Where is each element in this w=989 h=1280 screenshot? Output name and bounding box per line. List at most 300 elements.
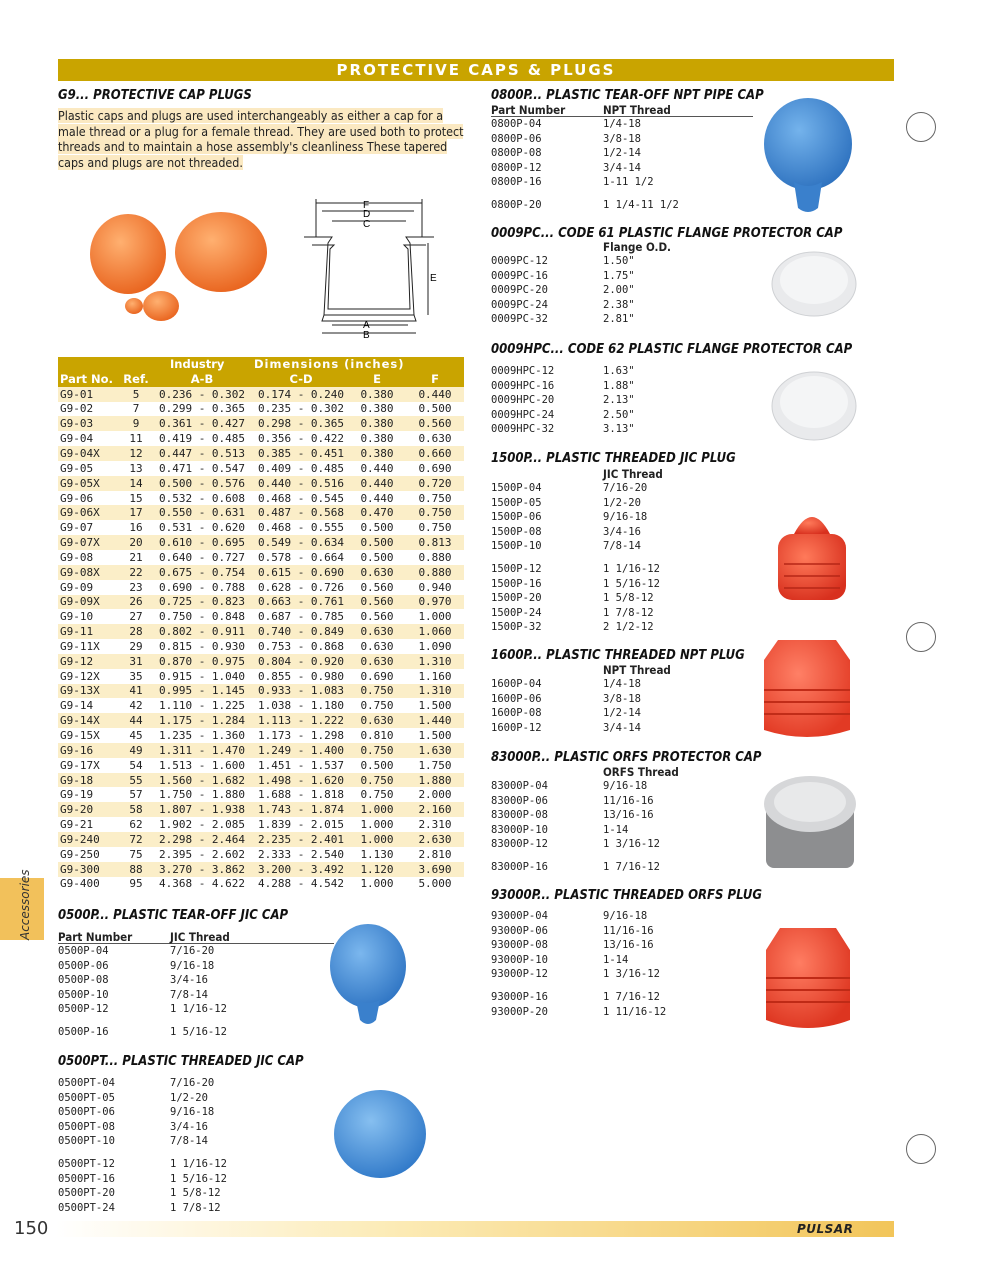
g9-table-row xyxy=(58,743,464,758)
g9-cell: G9-07 xyxy=(60,521,94,535)
part-number: 93000P-08 xyxy=(491,939,548,952)
g9-cell: 28 xyxy=(120,624,150,639)
thread-value: 1.75" xyxy=(603,269,635,282)
s93000p-rows2 xyxy=(491,990,691,1019)
s1500p-col-thread: JIC Thread xyxy=(603,467,663,481)
g9-cell: G9-18 xyxy=(58,773,120,788)
g9-cell: 12 xyxy=(120,446,150,461)
thread-value: 1 3/16-12 xyxy=(603,968,660,981)
g9-cell: 1.090 xyxy=(418,639,452,653)
g9-cell: 1.451 - 1.537 xyxy=(257,758,345,772)
g9-cell: G9-12 xyxy=(58,654,120,669)
g9-cell: 26 xyxy=(120,595,150,610)
g9-cell: 0.663 - 0.761 xyxy=(252,595,348,610)
list-item xyxy=(491,577,691,592)
g9-cell: 1.500 xyxy=(418,699,452,713)
thread-value: 2.13" xyxy=(603,394,635,407)
list-item xyxy=(491,132,753,147)
g9-cell: 35 xyxy=(129,669,143,683)
g9-cell: 1.743 - 1.874 xyxy=(252,802,348,817)
g9-cell: 7 xyxy=(132,402,140,416)
list-item xyxy=(58,1201,308,1216)
thread-value: 9/16-18 xyxy=(603,511,648,524)
g9-cell: 0.380 xyxy=(348,446,404,461)
g9-cell: G9-11X xyxy=(60,639,100,653)
g9-cell: 72 xyxy=(120,832,150,847)
g9-cell: 2.810 xyxy=(418,847,452,861)
list-item xyxy=(58,1091,308,1106)
list-item xyxy=(491,779,691,794)
part-number: 0500PT-12 xyxy=(58,1157,115,1170)
part-number: 0500PT-05 xyxy=(58,1091,115,1104)
g9-table-row xyxy=(58,446,464,461)
g9-cell: 2.310 xyxy=(418,818,452,832)
blue-threaded-cap-photo xyxy=(330,1088,430,1182)
part-number: 0500P-04 xyxy=(58,945,109,957)
g9-table-row xyxy=(58,639,464,654)
g9-cell: 1.038 - 1.180 xyxy=(257,699,345,713)
part-number: 1500P-04 xyxy=(491,482,542,494)
thread-value: 1/2-14 xyxy=(603,147,641,160)
g9-cell: 1.235 - 1.360 xyxy=(158,729,246,743)
g9-cell: 17 xyxy=(120,505,150,520)
part-number: 0500P-08 xyxy=(58,974,109,987)
g9-cell: 0.380 xyxy=(348,387,404,402)
thread-value: 3.13" xyxy=(603,423,635,436)
binder-hole-middle xyxy=(906,622,936,652)
s1600p-rows xyxy=(491,677,691,735)
g9-cell: 1.750 xyxy=(418,758,452,772)
s1500p-rows xyxy=(491,481,691,554)
part-number: 1500P-12 xyxy=(491,562,542,575)
g9-cell: 11 xyxy=(129,432,143,446)
g9-cell: 2.235 - 2.401 xyxy=(252,832,348,847)
list-item xyxy=(491,909,691,924)
orange-cap-small xyxy=(143,291,179,321)
g9-group-header-row xyxy=(58,357,464,372)
g9-cell: 3.690 xyxy=(404,862,464,877)
list-item xyxy=(491,283,691,298)
g9-cell: 0.870 - 0.975 xyxy=(150,654,252,669)
g9-cell: G9-14 xyxy=(60,699,94,713)
g9-table-row xyxy=(58,684,464,699)
part-number: 0800P-12 xyxy=(491,161,542,174)
list-item xyxy=(58,1134,308,1149)
g9-cell: G9-09 xyxy=(60,580,94,594)
g9-cell: 0.933 - 1.083 xyxy=(252,684,348,699)
g9-cell: 44 xyxy=(120,713,150,728)
g9-cell: 0.630 xyxy=(418,432,452,446)
g9-cell: G9-12X xyxy=(60,669,100,683)
g9-table-row xyxy=(58,609,464,624)
g9-cell: 1.173 - 1.298 xyxy=(257,729,345,743)
g9-cell: 1.839 - 2.015 xyxy=(257,818,345,832)
s0800p-header xyxy=(491,103,753,117)
g9-cell: 1.000 xyxy=(348,802,404,817)
s0500pt-rows2 xyxy=(58,1157,308,1215)
list-item xyxy=(491,422,691,437)
g9-cell: G9-300 xyxy=(58,862,120,877)
g9-cell: 0.560 xyxy=(360,610,394,624)
thread-value: 1 5/16-12 xyxy=(170,1025,227,1038)
g9-cell: G9-13X xyxy=(58,684,120,699)
g9-table-row xyxy=(58,862,464,877)
red-orfs-plug-photo xyxy=(758,922,858,1034)
thread-value: 1 11/16-12 xyxy=(603,1005,667,1018)
list-item xyxy=(491,721,691,736)
g9-group-dimensions: Dimensions (inches) xyxy=(254,357,405,372)
s0500p-col-part: Part Number xyxy=(58,930,133,944)
g9-cell: 0.440 xyxy=(348,476,404,491)
g9-cell: 54 xyxy=(129,758,143,772)
g9-cell: 1.000 xyxy=(348,832,404,847)
g9-cell: G9-06 xyxy=(60,491,94,505)
g9-table xyxy=(58,357,464,891)
g9-cell: G9-14X xyxy=(58,713,120,728)
g9-cell: 0.630 xyxy=(348,713,404,728)
list-item xyxy=(58,1105,308,1120)
g9-cell: 0.380 xyxy=(348,416,404,431)
thread-value: 3/8-18 xyxy=(603,132,641,145)
g9-cell: 0.500 xyxy=(360,758,394,772)
s83000p-rows xyxy=(491,779,691,852)
part-number: 1500P-32 xyxy=(491,621,542,634)
s0800p-list xyxy=(491,103,753,213)
thread-value: 9/16-18 xyxy=(170,1106,215,1119)
list-item xyxy=(491,408,691,423)
s0500pt-title: 0500PT... PLASTIC THREADED JIC CAP xyxy=(58,1054,304,1069)
g9-cell: G9-02 xyxy=(60,402,94,416)
g9-cell: 0.361 - 0.427 xyxy=(150,416,252,431)
g9-cell: 1.160 xyxy=(418,669,452,683)
g9-cell: 2.160 xyxy=(404,802,464,817)
thread-value: 3/4-16 xyxy=(170,974,208,987)
s0800p-col-thread: NPT Thread xyxy=(603,103,671,117)
g9-cell: 0.470 xyxy=(348,505,404,520)
g9-cell: 41 xyxy=(120,684,150,699)
thread-value: 1-14 xyxy=(603,823,629,836)
g9-cell: 0.500 xyxy=(360,521,394,535)
thread-value: 1 3/16-12 xyxy=(603,838,660,851)
list-item xyxy=(58,1157,308,1172)
list-item xyxy=(491,823,691,838)
part-number: 93000P-16 xyxy=(491,990,548,1003)
s83000p-col-thread: ORFS Thread xyxy=(603,765,679,779)
g9-cell: 0.725 - 0.823 xyxy=(150,595,252,610)
s0009hpc-list xyxy=(491,364,691,437)
g9-cell: 15 xyxy=(129,491,143,505)
side-label: Accessories xyxy=(18,869,32,940)
g9-cell: 0.578 - 0.664 xyxy=(257,550,345,564)
thread-value: 1 5/8-12 xyxy=(170,1187,221,1200)
list-item xyxy=(491,539,691,554)
part-number: 83000P-08 xyxy=(491,809,548,822)
g9-cell: 22 xyxy=(120,565,150,580)
thread-value: 2.00" xyxy=(603,284,635,297)
g9-cell: 1.175 - 1.284 xyxy=(150,713,252,728)
list-item xyxy=(58,1172,308,1187)
g9-cell: 0.500 xyxy=(348,535,404,550)
part-number: 0500PT-04 xyxy=(58,1077,115,1089)
g9-cell: 0.440 xyxy=(404,387,464,402)
s1600p-header xyxy=(491,663,691,677)
list-item xyxy=(491,525,691,540)
g9-table-row xyxy=(58,565,464,580)
list-item xyxy=(491,496,691,511)
clear-flange-cap-2-photo xyxy=(770,370,858,442)
part-number: 1500P-10 xyxy=(491,540,542,553)
g9-table-row xyxy=(58,595,464,610)
g9-table-row xyxy=(58,520,464,535)
g9-table-row xyxy=(58,535,464,550)
g9-cell: 13 xyxy=(129,461,143,475)
list-item xyxy=(58,1186,308,1201)
g9-cell: 0.440 xyxy=(360,461,394,475)
list-item xyxy=(491,924,691,939)
part-number: 93000P-20 xyxy=(491,1005,548,1018)
g9-cell: 49 xyxy=(120,743,150,758)
list-item xyxy=(491,967,691,982)
brand-logo: PULSAR xyxy=(797,1222,854,1236)
list-item xyxy=(491,808,691,823)
g9-cell: G9-15X xyxy=(60,729,100,743)
part-number: 1500P-05 xyxy=(491,496,542,509)
g9-cell: 0.440 - 0.516 xyxy=(252,476,348,491)
g9-cell: 0.690 xyxy=(418,461,452,475)
g9-cell: 0.468 - 0.555 xyxy=(257,521,345,535)
g9-group-industry: Industry xyxy=(170,357,225,372)
g9-cell: 1.110 - 1.225 xyxy=(158,699,246,713)
g9-intro-text: Plastic caps and plugs are used interchangeably as either a cap for a male thread or a plug for a female thread. They are used both to protect threads and to maintain a hose assembly's cleanliness These tapered caps and plugs are not threaded. xyxy=(58,108,464,170)
g9-cell: 1.000 xyxy=(360,818,394,832)
part-number: 0009HPC-24 xyxy=(491,408,555,421)
g9-cell: 0.615 - 0.690 xyxy=(252,565,348,580)
g9-cell: 0.500 xyxy=(360,550,394,564)
part-number: 83000P-10 xyxy=(491,823,548,836)
s0500pt-rows xyxy=(58,1076,308,1149)
g9-cell: 1.130 xyxy=(360,847,394,861)
thread-value: 1-14 xyxy=(603,953,629,966)
g9-cell: G9-10 xyxy=(60,610,94,624)
page-number: 150 xyxy=(14,1218,49,1239)
list-item xyxy=(58,973,334,988)
part-number: 83000P-06 xyxy=(491,794,548,807)
g9-cell: 0.740 - 0.849 xyxy=(252,624,348,639)
list-item xyxy=(491,677,691,692)
part-number: 1600P-04 xyxy=(491,678,542,690)
part-number: 0800P-08 xyxy=(491,147,542,160)
part-number: 83000P-16 xyxy=(491,860,548,873)
s0500p-col-thread: JIC Thread xyxy=(170,930,230,944)
g9-cell: 1.807 - 1.938 xyxy=(150,802,252,817)
g9-cell: 0.298 - 0.365 xyxy=(252,416,348,431)
part-number: 0009HPC-16 xyxy=(491,379,555,392)
part-number: 1500P-24 xyxy=(491,606,542,619)
list-item xyxy=(491,562,691,577)
grey-orfs-cap-photo xyxy=(762,774,858,874)
list-item xyxy=(58,959,334,974)
s0800p-title: 0800P... PLASTIC TEAR-OFF NPT PIPE CAP xyxy=(491,88,764,103)
list-item xyxy=(491,606,691,621)
g9-cell: 0.675 - 0.754 xyxy=(150,565,252,580)
orange-cap-tiny xyxy=(125,298,143,314)
g9-cell: 0.750 xyxy=(418,491,452,505)
list-item xyxy=(58,1120,308,1135)
g9-cell: G9-08 xyxy=(60,550,94,564)
part-number: 83000P-12 xyxy=(491,838,548,851)
blue-npt-tearoff-cap-photo xyxy=(760,94,856,220)
s1600p-title: 1600P... PLASTIC THREADED NPT PLUG xyxy=(491,648,745,663)
g9-cell: 2.630 xyxy=(404,832,464,847)
part-number: 1600P-08 xyxy=(491,707,542,720)
part-number: 0500PT-16 xyxy=(58,1172,115,1185)
g9-table-row xyxy=(58,698,464,713)
s0500p-list xyxy=(58,930,334,1040)
g9-table-row xyxy=(58,416,464,431)
thread-value: 2.50" xyxy=(603,408,635,421)
g9-cell: 5 xyxy=(120,387,150,402)
diagram-label-b: B xyxy=(363,330,370,341)
g9-table-row xyxy=(58,550,464,565)
part-number: 1600P-12 xyxy=(491,721,542,734)
g9-cell: 0.750 xyxy=(418,521,452,535)
part-number: 0800P-04 xyxy=(491,118,542,130)
list-item xyxy=(491,175,753,190)
s0800p-rows2 xyxy=(491,198,753,213)
g9-cell: 0.750 - 0.848 xyxy=(158,610,246,624)
g9-title: G9... PROTECTIVE CAP PLUGS xyxy=(58,88,252,103)
s1500p-header xyxy=(491,467,691,481)
s93000p-title: 93000P... PLASTIC THREADED ORFS PLUG xyxy=(491,888,762,903)
part-number: 0009PC-20 xyxy=(491,284,548,297)
part-number: 0500PT-06 xyxy=(58,1106,115,1119)
g9-cell: 0.813 xyxy=(404,535,464,550)
list-item xyxy=(491,591,691,606)
g9-table-row xyxy=(58,580,464,595)
g9-cell: 1.060 xyxy=(404,624,464,639)
list-item xyxy=(491,706,691,721)
list-item xyxy=(58,1025,334,1040)
g9-cell: 1.880 xyxy=(404,773,464,788)
g9-cell: 0.174 - 0.240 xyxy=(252,387,348,402)
thread-value: 1 7/8-12 xyxy=(170,1201,221,1214)
g9-cell: 27 xyxy=(129,610,143,624)
g9-table-row xyxy=(58,491,464,506)
g9-cell: G9-11 xyxy=(58,624,120,639)
g9-cell: 0.380 xyxy=(360,402,394,416)
part-number: 0500P-12 xyxy=(58,1003,109,1016)
g9-cell: 1.249 - 1.400 xyxy=(252,743,348,758)
binder-hole-top xyxy=(906,112,936,142)
part-number: 93000P-10 xyxy=(491,953,548,966)
list-item xyxy=(58,1076,308,1091)
g9-cell: 0.750 xyxy=(404,505,464,520)
thread-value: 1 1/16-12 xyxy=(170,1003,227,1016)
g9-cell: 0.560 xyxy=(404,416,464,431)
g9-table-row xyxy=(58,713,464,728)
g9-cell: G9-01 xyxy=(58,387,120,402)
clear-flange-cap-photo xyxy=(770,250,858,318)
list-item xyxy=(491,794,691,809)
thread-value: 9/16-18 xyxy=(603,910,648,922)
g9-cell: 0.970 xyxy=(404,595,464,610)
thread-value: 1.63" xyxy=(603,365,635,377)
thread-value: 1 1/4-11 1/2 xyxy=(603,198,679,211)
s0009hpc-title: 0009HPC... CODE 62 PLASTIC FLANGE PROTECTOR CAP xyxy=(491,342,853,357)
diagram-label-a: A xyxy=(363,320,370,331)
g9-col-ab: A-B xyxy=(190,372,214,387)
g9-table-row xyxy=(58,624,464,639)
g9-cell: 0.531 - 0.620 xyxy=(158,521,246,535)
thread-value: 1 7/16-12 xyxy=(603,860,660,873)
s1500p-rows2 xyxy=(491,562,691,635)
thread-value: 1/4-18 xyxy=(603,678,641,690)
thread-value: 1 5/16-12 xyxy=(170,1172,227,1185)
g9-cell: 0.236 - 0.302 xyxy=(150,387,252,402)
g9-table-row xyxy=(58,877,464,892)
thread-value: 7/16-20 xyxy=(170,945,215,957)
g9-cell: G9-04 xyxy=(60,432,94,446)
g9-cell: 45 xyxy=(129,729,143,743)
thread-value: 3/8-18 xyxy=(603,692,641,705)
g9-cell: 0.447 - 0.513 xyxy=(150,446,252,461)
g9-cell: 0.940 xyxy=(418,580,452,594)
g9-cell: 0.487 - 0.568 xyxy=(252,505,348,520)
part-number: 0009PC-16 xyxy=(491,269,548,282)
list-item xyxy=(491,379,691,394)
g9-cell: 0.720 xyxy=(404,476,464,491)
g9-cell: G9-16 xyxy=(58,743,120,758)
g9-cell: G9-250 xyxy=(60,847,100,861)
g9-table-row xyxy=(58,787,464,802)
g9-table-row xyxy=(58,402,464,417)
thread-value: 11/16-16 xyxy=(603,794,654,807)
g9-cell: 0.500 - 0.576 xyxy=(150,476,252,491)
g9-cell: G9-03 xyxy=(58,416,120,431)
g9-cell: 0.560 xyxy=(348,595,404,610)
g9-cell: 0.630 xyxy=(360,639,394,653)
g9-table-row xyxy=(58,728,464,743)
g9-cell: 0.549 - 0.634 xyxy=(252,535,348,550)
list-item xyxy=(491,161,753,176)
s83000p-title: 83000P... PLASTIC ORFS PROTECTOR CAP xyxy=(491,750,762,765)
g9-cell: G9-21 xyxy=(60,818,94,832)
g9-col-cd: C-D xyxy=(289,372,313,387)
g9-cell: 58 xyxy=(120,802,150,817)
g9-col-part: Part No. xyxy=(60,372,113,387)
g9-cell: 14 xyxy=(120,476,150,491)
g9-cell: 57 xyxy=(129,788,143,802)
diagram-label-f: F xyxy=(363,200,370,211)
thread-value: 1.50" xyxy=(603,255,635,267)
part-number: 1500P-16 xyxy=(491,577,542,590)
g9-cell: 0.471 - 0.547 xyxy=(158,461,246,475)
g9-cell: 0.753 - 0.868 xyxy=(257,639,345,653)
list-item xyxy=(491,620,691,635)
g9-cell: 0.532 - 0.608 xyxy=(158,491,246,505)
g9-cell: G9-05X xyxy=(58,476,120,491)
g9-cell: 0.810 xyxy=(360,729,394,743)
g9-cell: 1.902 - 2.085 xyxy=(158,818,246,832)
list-item xyxy=(491,510,691,525)
part-number: 0009HPC-32 xyxy=(491,423,555,436)
red-npt-plug-photo xyxy=(756,634,858,742)
g9-cell: G9-19 xyxy=(60,788,94,802)
g9-col-e: E xyxy=(373,372,381,387)
g9-cell: 1.630 xyxy=(404,743,464,758)
thread-value: 3/4-14 xyxy=(603,161,641,174)
g9-table-row xyxy=(58,802,464,817)
